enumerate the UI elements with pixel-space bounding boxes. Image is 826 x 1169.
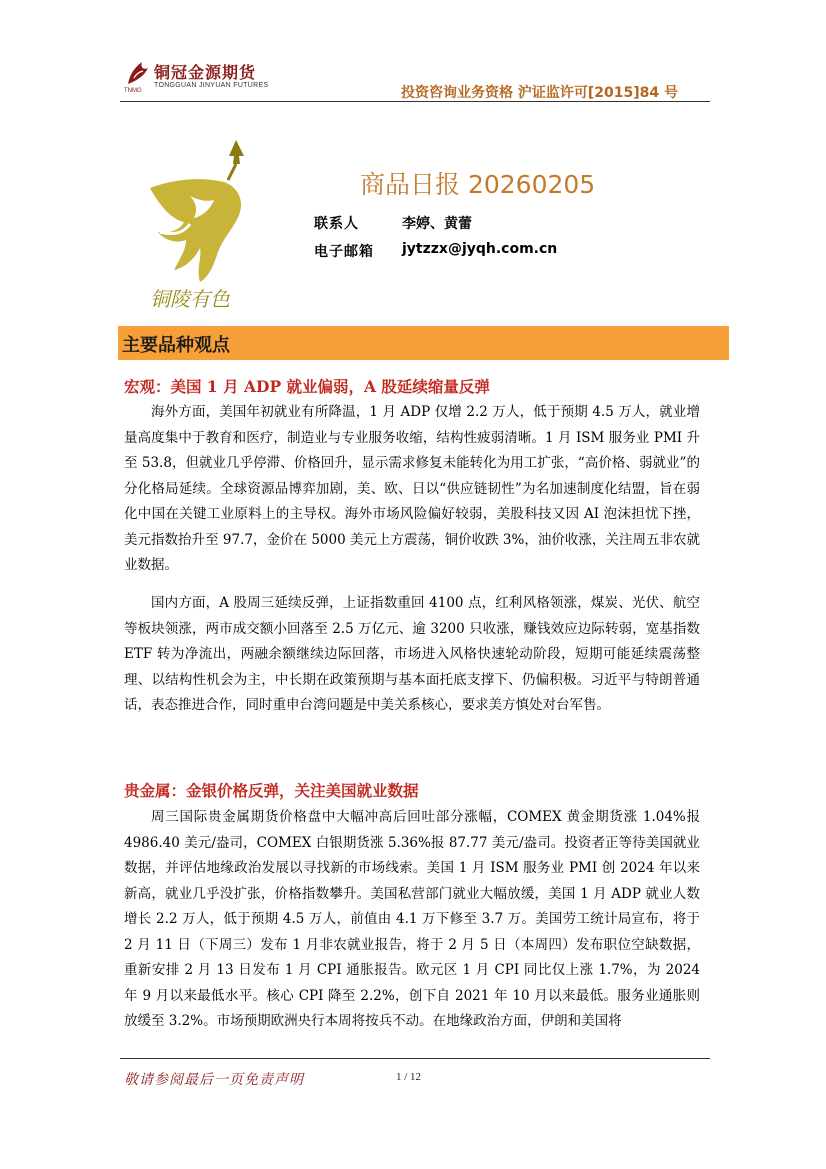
logo-english-name: TONGGUAN JINYUAN FUTURES: [154, 82, 269, 89]
contact-label: 联系人: [314, 216, 359, 232]
emblem-caption: 铜陵有色: [150, 287, 230, 311]
precious-metals-heading: 贵金属：金银价格反弹，关注美国就业数据: [124, 781, 419, 800]
disclaimer-note: 敬请参阅最后一页免责声明: [124, 1072, 304, 1088]
emblem-graphic: [140, 140, 270, 320]
page-number: 1 / 12: [396, 1071, 422, 1083]
logo-company-name: 铜冠金源期货: [154, 63, 257, 82]
emblem-icon: [140, 140, 270, 320]
license-info: 投资咨询业务资格 沪证监许可[2015]84 号: [401, 85, 678, 101]
macro-paragraph-domestic: 国内方面，A 股周三延续反弹，上证指数重回 4100 点，红利风格领涨，煤炭、光伏、航空等板块领涨，两市成交额小回落至 2.5 万亿元、逾 3200 只收涨，赚钱效应边际转弱，宽基指数 ETF 转为净流出，两融余额继续边际回落，市场进入风格快速轮动阶段，短期可能延续震荡整理、以结构性机会为主，中长期在政策预期与基本面托底支撑下、仍偏积极。习近平与特朗普通话，表态推进合作，同时重申台湾问题是中美关系核心，要求美方慎处对台军售。: [124, 595, 700, 713]
report-title: 商品日报 20260205: [360, 170, 596, 199]
email-label: 电子邮箱: [314, 244, 374, 260]
header-divider: [120, 101, 710, 102]
macro-paragraph-overseas: 海外方面，美国年初就业有所降温，1 月 ADP 仅增 2.2 万人，低于预期 4.5 万人，就业增量高度集中于教育和医疗，制造业与专业服务收缩，结构性疲弱清晰。1 月 ISM 服务业 PMI 升至 53.8，但就业几乎停滞、价格回升，显示需求修复未能转化为用工扩张，“高价格、弱就业”的分化格局延续。全球资源品博弈加剧，美、欧、日以“供应链韧性”为名加速制度化结盟，旨在弱化中国在关键工业原料上的主导权。海外市场风险偏好较弱，美股科技又因 AI 泡沫担忧下挫，美元指数抬升至 97.7，金价在 5000 美元上方震荡，铜价收跌 3%，油价收涨，关注周五非农就业数据。: [124, 404, 700, 573]
email-address: jytzzx@jyqh.com.cn: [402, 241, 558, 257]
logo-mark-icon: [124, 58, 152, 88]
footer-divider: [120, 1058, 710, 1059]
section-title: 主要品种观点: [122, 335, 230, 356]
section-header-bar: [118, 326, 729, 360]
contact-names: 李婷、黄蕾: [402, 216, 472, 232]
company-logo: [124, 58, 274, 100]
macro-heading: 宏观：美国 1 月 ADP 就业偏弱，A 股延续缩量反弹: [124, 377, 490, 396]
precious-metals-paragraph: 周三国际贵金属期货价格盘中大幅冲高后回吐部分涨幅，COMEX 黄金期货涨 1.04%报 4986.40 美元/盎司，COMEX 白银期货涨 5.36%报 87.77 美元/盎司。投资者正等待美国就业数据，并评估地缘政治发展以寻找新的市场线索。美国 1 月 ISM 服务业 PMI 创 2024 年以来新高，就业几乎没扩张，价格指数攀升。美国私营部门就业大幅放缓，美国 1 月 ADP 就业人数增长 2.2 万人，低于预期 4.5 万人，前值由 4.1 万下修至 3.7 万。美国劳工统计局宣布，将于 2 月 11 日（下周三）发布 1 月非农就业报告，将于 2 月 5 日（本周四）发布职位空缺数据，重新安排 2 月 13 日发布 1 月 CPI 通胀报告。欧元区 1 月 CPI 同比仅上涨 1.7%，为 2024 年 9 月以来最低水平。核心 CPI 降至 2.2%，创下自 2021 年 10 月以来最低。服务业通胀则放缓至 3.2%。市场预期欧洲央行本周将按兵不动。在地缘政治方面，伊朗和美国将: [124, 809, 700, 1029]
logo-abbreviation: TNMG: [124, 88, 142, 94]
